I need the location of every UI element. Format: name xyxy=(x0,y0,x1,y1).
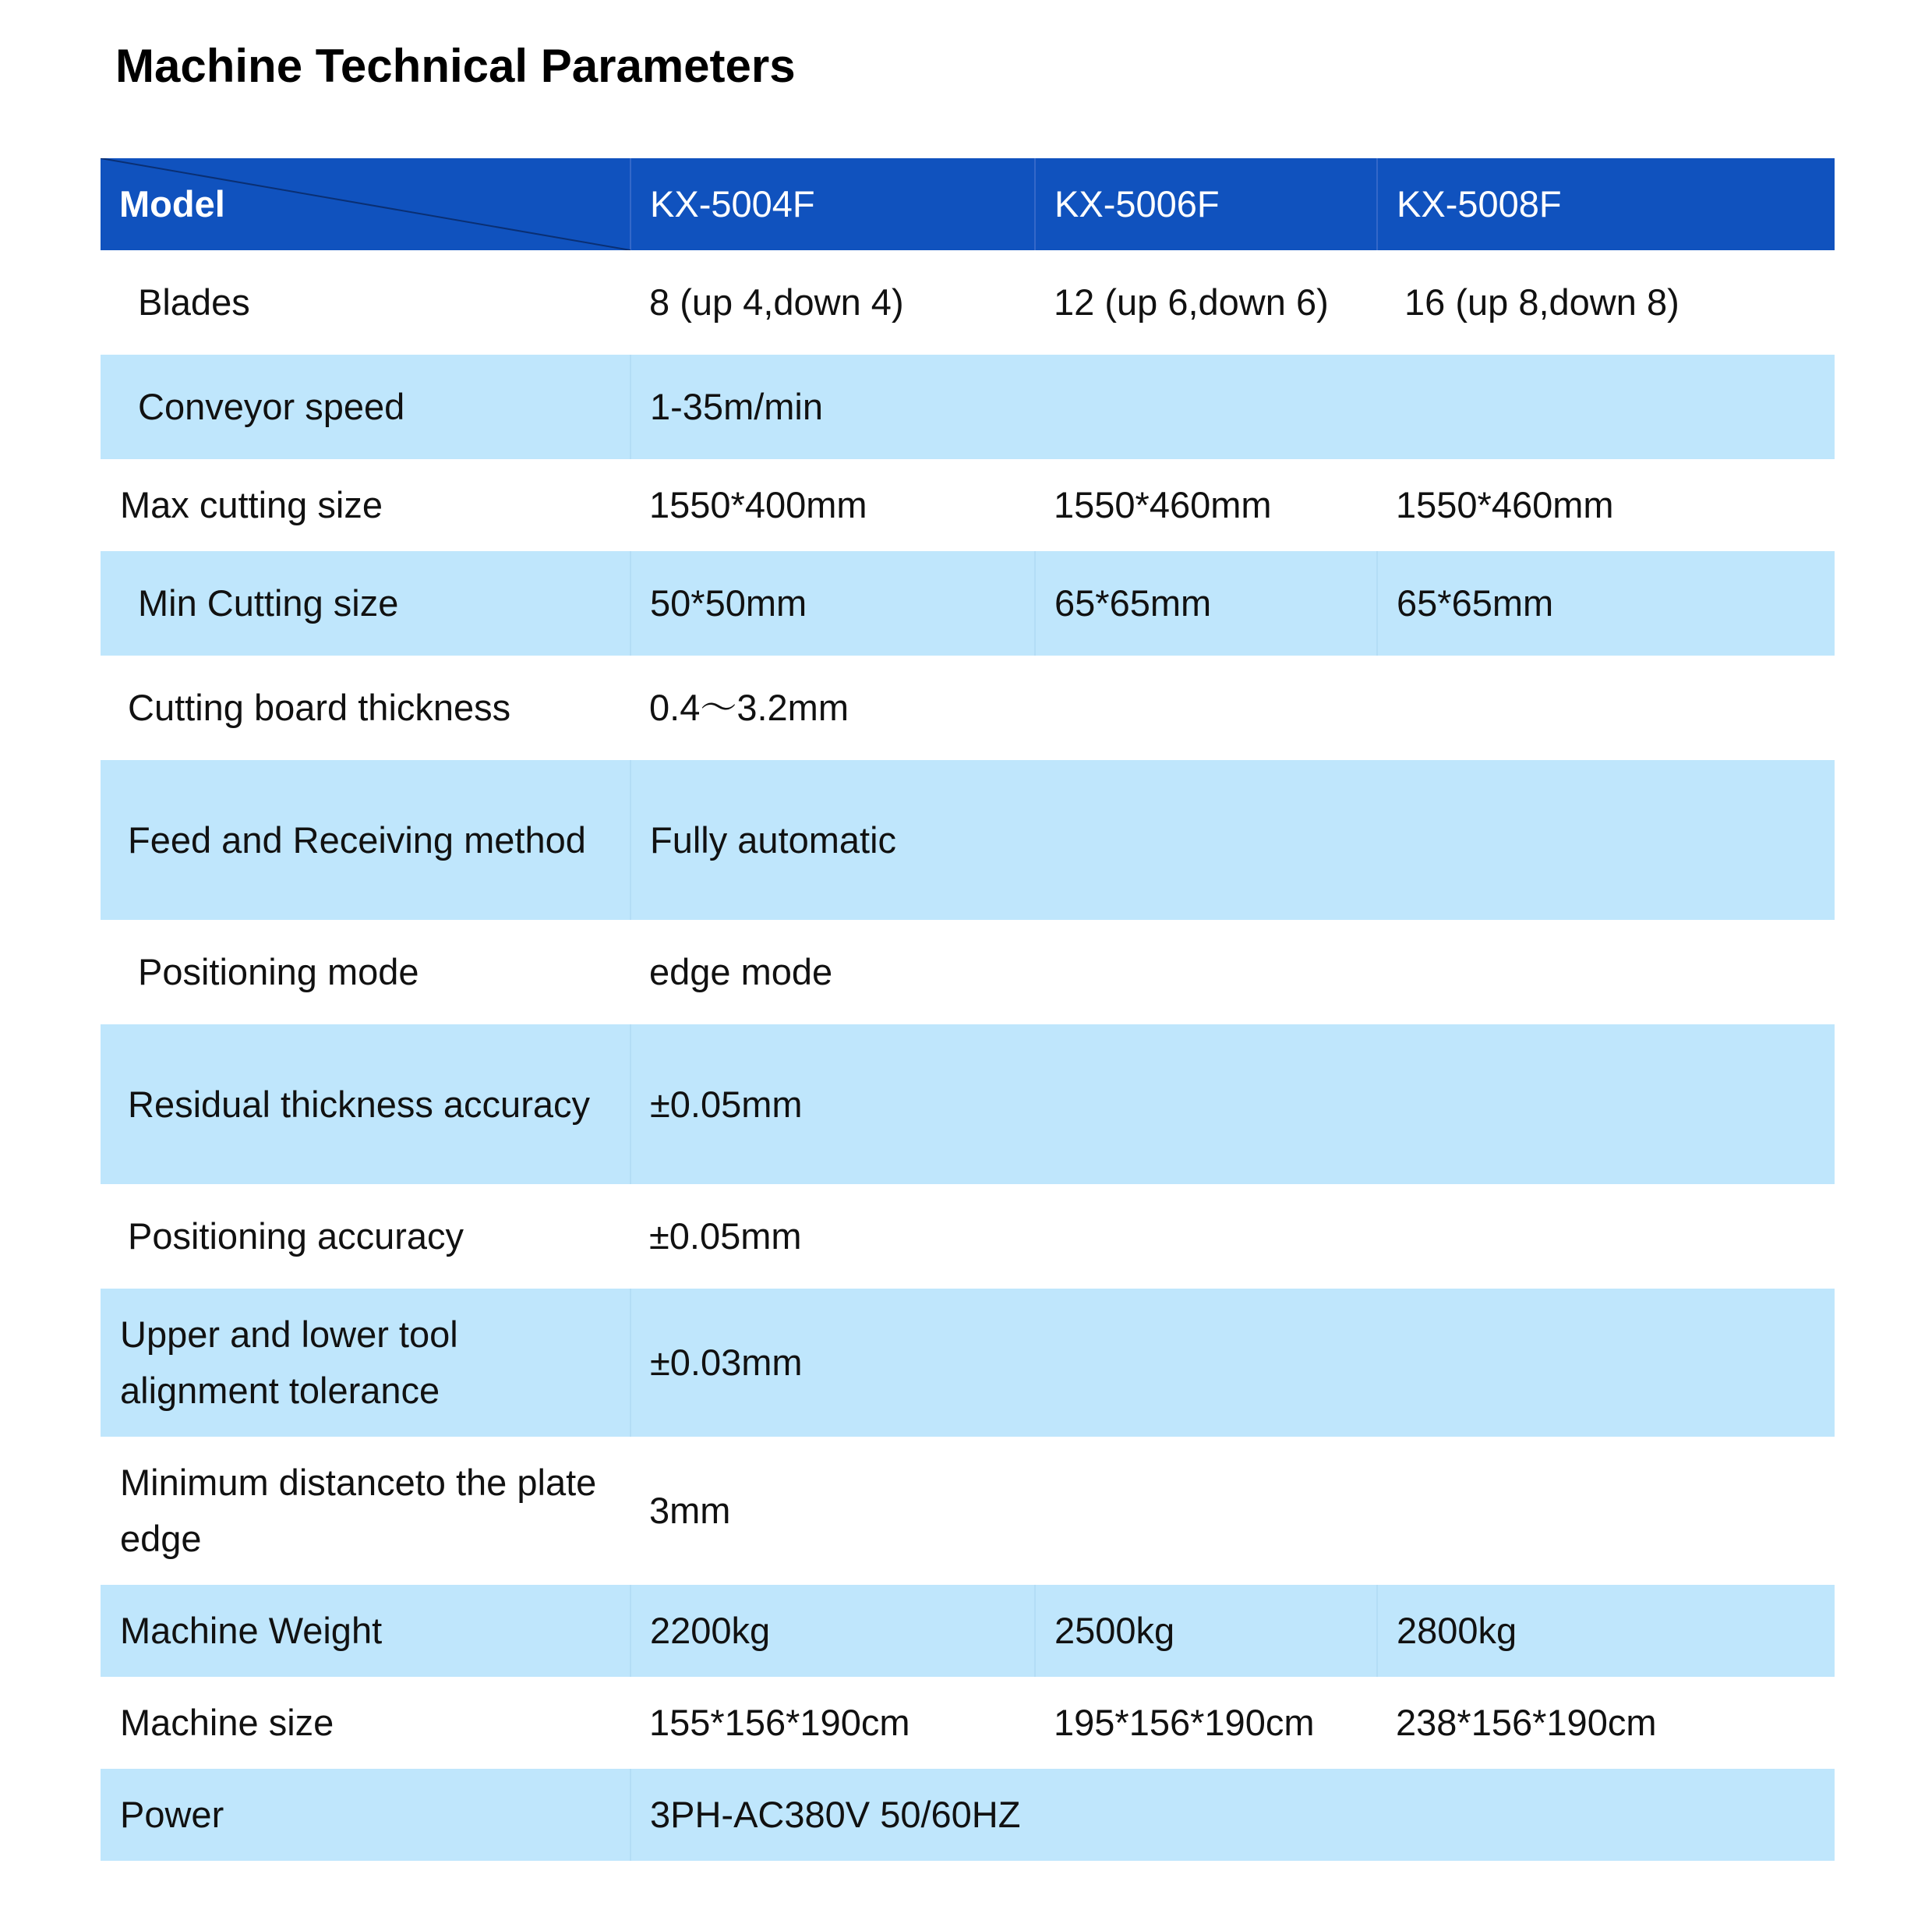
row-value: 3PH-AC380V 50/60HZ xyxy=(630,1769,1835,1861)
row-value: 3mm xyxy=(630,1437,1835,1585)
header-model-1: KX-5004F xyxy=(630,158,1035,250)
table-row xyxy=(101,1289,1835,1437)
row-value: 1550*460mm xyxy=(1377,459,1835,551)
table-row xyxy=(101,760,1835,920)
row-value: 1-35m/min xyxy=(630,355,1835,459)
table-row xyxy=(101,920,1835,1024)
table-row xyxy=(101,656,1835,760)
table-row xyxy=(101,250,1835,355)
row-label: Min Cutting size xyxy=(101,551,630,656)
row-label: Feed and Receiving method xyxy=(101,760,630,920)
table-row xyxy=(101,1184,1835,1289)
row-value: 65*65mm xyxy=(1035,551,1377,656)
row-value: 155*156*190cm xyxy=(630,1677,1035,1769)
row-value: 195*156*190cm xyxy=(1035,1677,1377,1769)
row-value: Fully automatic xyxy=(630,760,1835,920)
row-label: Cutting board thickness xyxy=(101,656,630,760)
row-label: Positioning accuracy xyxy=(101,1184,630,1289)
row-value: ±0.05mm xyxy=(630,1184,1835,1289)
row-value: 12 (up 6,down 6) xyxy=(1035,250,1377,355)
header-model-3: KX-5008F xyxy=(1377,158,1835,250)
row-label: Machine Weight xyxy=(101,1585,630,1677)
row-value: 16 (up 8,down 8) xyxy=(1377,250,1835,355)
header-model-cell xyxy=(101,158,630,250)
row-label: Machine size xyxy=(101,1677,630,1769)
table-row xyxy=(101,551,1835,656)
page-title: Machine Technical Parameters xyxy=(115,40,796,92)
row-value: 2200kg xyxy=(630,1585,1035,1677)
row-value: 8 (up 4,down 4) xyxy=(630,250,1035,355)
header-model-2: KX-5006F xyxy=(1035,158,1377,250)
row-value: 65*65mm xyxy=(1377,551,1835,656)
table-row xyxy=(101,1677,1835,1769)
table-row xyxy=(101,1024,1835,1184)
row-value: 2500kg xyxy=(1035,1585,1377,1677)
row-value: edge mode xyxy=(630,920,1835,1024)
table-row xyxy=(101,1585,1835,1677)
table-row xyxy=(101,1769,1835,1861)
parameters-table xyxy=(101,158,1835,1861)
row-value: 0.4～3.2mm xyxy=(630,656,1835,760)
row-value: ±0.05mm xyxy=(630,1024,1835,1184)
row-label: Minimum distanceto the plate edge xyxy=(101,1437,630,1585)
row-value: 1550*400mm xyxy=(630,459,1035,551)
row-label: Positioning mode xyxy=(101,920,630,1024)
table-header-row xyxy=(101,158,1835,250)
row-label: Power xyxy=(101,1769,630,1861)
table-row xyxy=(101,355,1835,459)
row-label: Blades xyxy=(101,250,630,355)
row-value: 1550*460mm xyxy=(1035,459,1377,551)
row-value: 2800kg xyxy=(1377,1585,1835,1677)
header-model-label: Model xyxy=(119,183,225,225)
row-value: ±0.03mm xyxy=(630,1289,1835,1437)
table-row xyxy=(101,1437,1835,1585)
row-label: Upper and lower tool alignment tolerance xyxy=(101,1289,630,1437)
row-value: 50*50mm xyxy=(630,551,1035,656)
table-row xyxy=(101,459,1835,551)
row-label: Conveyor speed xyxy=(101,355,630,459)
row-label: Max cutting size xyxy=(101,459,630,551)
row-label: Residual thickness accuracy xyxy=(101,1024,630,1184)
diagonal-divider-line xyxy=(101,158,630,250)
row-value: 238*156*190cm xyxy=(1377,1677,1835,1769)
